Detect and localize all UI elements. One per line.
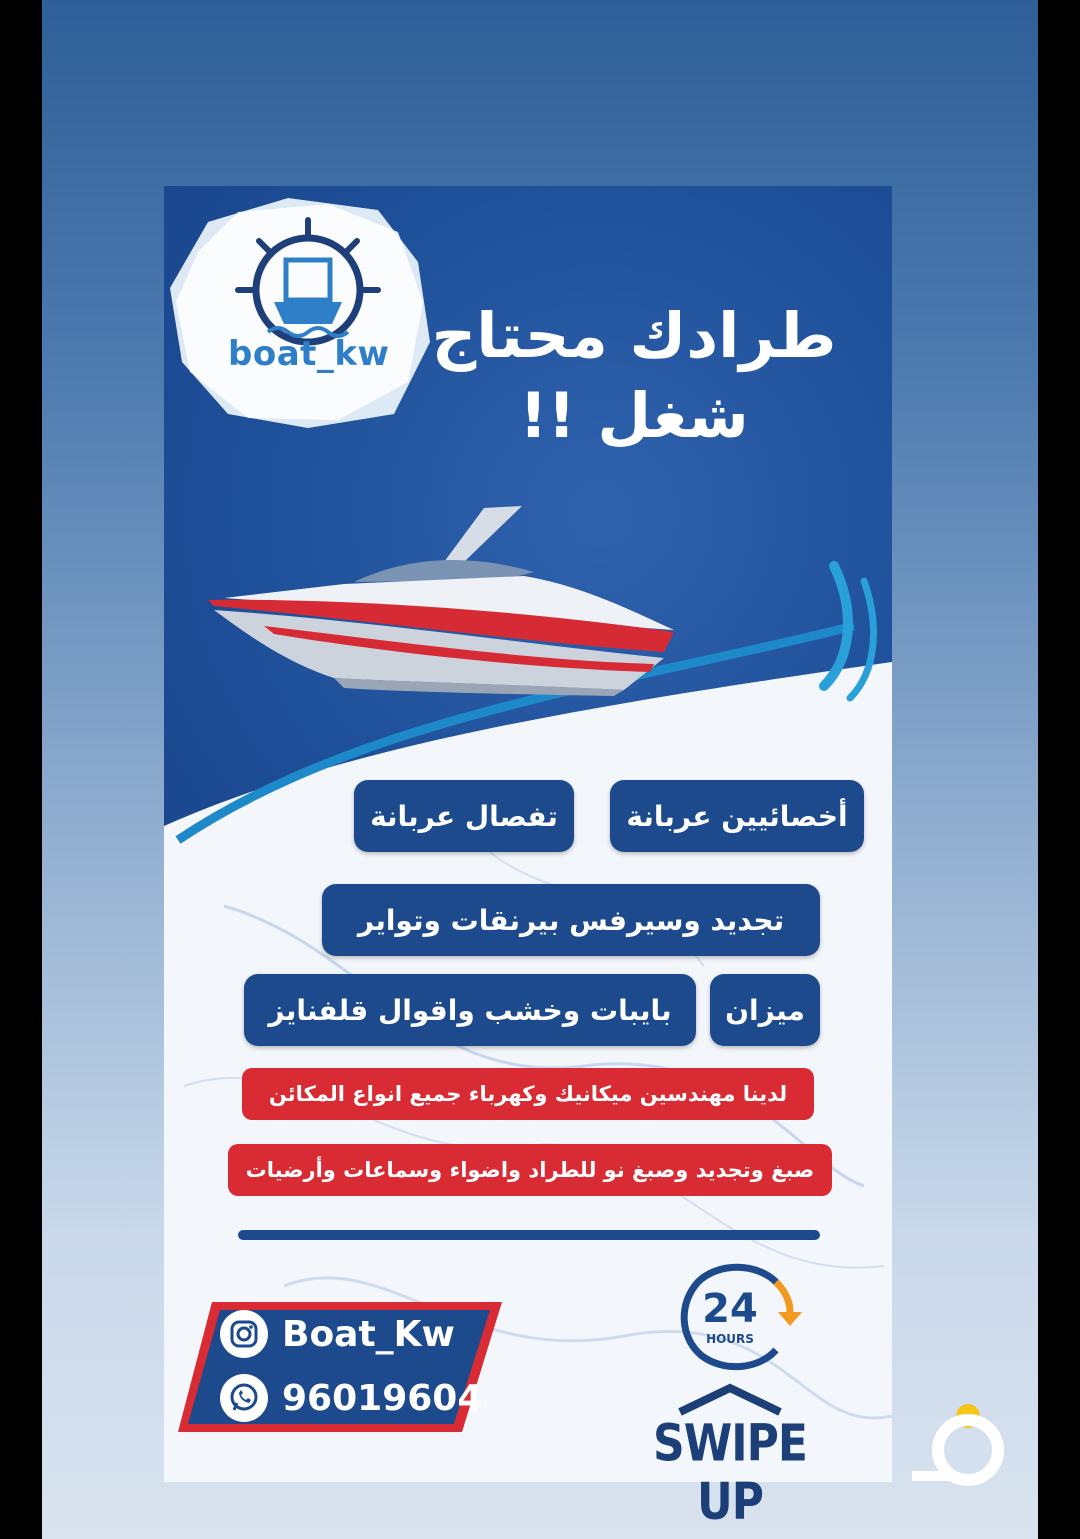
whatsapp-number: 96019604 bbox=[282, 1377, 483, 1419]
instagram-row bbox=[220, 1310, 455, 1358]
instagram-handle: Boat_Kw bbox=[282, 1313, 455, 1355]
notice-engineers: لدينا مهندسين ميكانيك وكهرباء جميع انواع المكائن bbox=[242, 1068, 814, 1120]
swipe-up-label: SWIPE UP bbox=[653, 1414, 807, 1532]
hours-label: HOURS bbox=[706, 1332, 754, 1346]
swipe-up-button[interactable] bbox=[630, 1382, 830, 1532]
poster bbox=[164, 186, 892, 1532]
hours-number: 24 bbox=[702, 1286, 758, 1332]
instagram-icon bbox=[220, 1310, 268, 1358]
headline bbox=[424, 296, 844, 456]
notice-painting: صبغ وتجديد وصبغ نو للطراد واضواء وسماعات وأرضيات bbox=[228, 1144, 832, 1196]
divider bbox=[238, 1230, 820, 1240]
service-pill-pipes: بايبات وخشب واقوال قلفنايز bbox=[244, 974, 696, 1046]
service-pill-specialists: أخصائيين عربانة bbox=[610, 780, 864, 852]
headline-line2: شغل !! bbox=[519, 379, 749, 452]
logo-text: boat_kw bbox=[228, 334, 390, 374]
whatsapp-row bbox=[220, 1374, 482, 1422]
speedboat-illustration bbox=[204, 502, 684, 702]
service-pill-balance: ميزان bbox=[710, 974, 820, 1046]
service-pill-bearings: تجديد وسيرفس بيرنقات وتواير bbox=[322, 884, 820, 956]
ring-logo-icon bbox=[912, 1394, 1012, 1494]
whatsapp-icon bbox=[220, 1374, 268, 1422]
service-pill-tailoring: تفصال عربانة bbox=[354, 780, 574, 852]
headline-line1: طرادك محتاج bbox=[431, 299, 837, 372]
logo-badge bbox=[168, 192, 438, 432]
